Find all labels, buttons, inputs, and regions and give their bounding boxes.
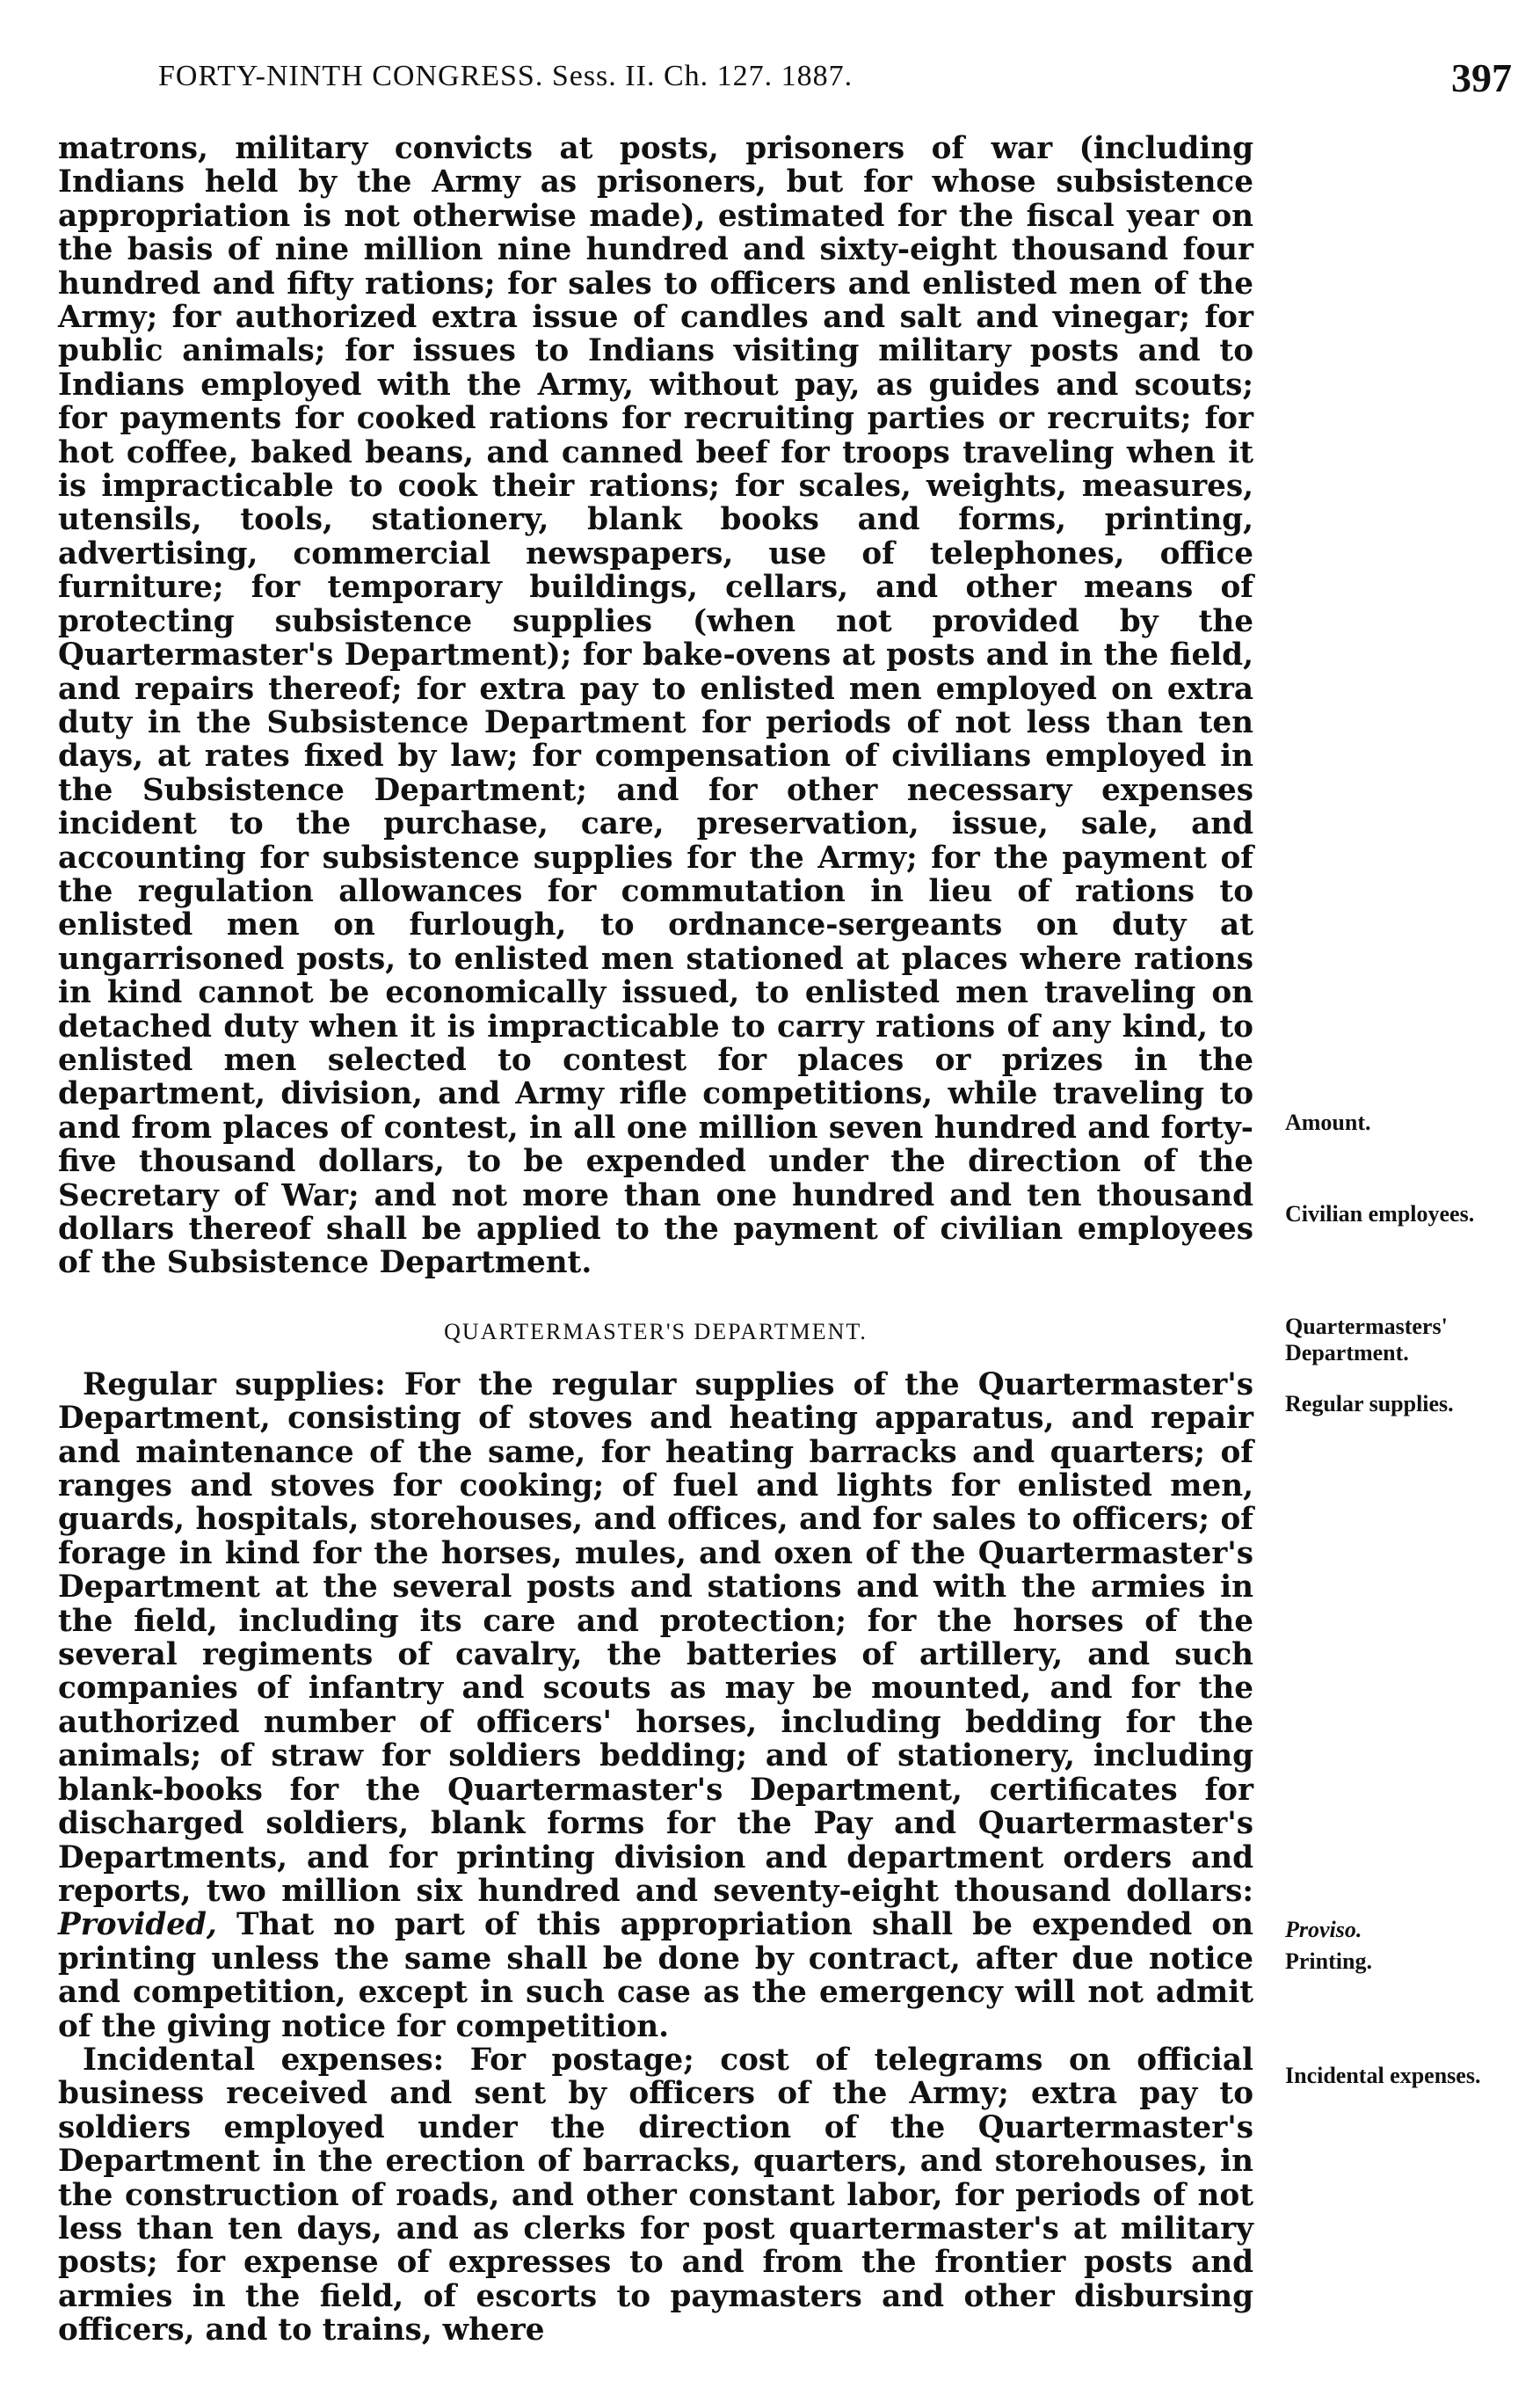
margin-note-regular-supplies: Regular supplies. [1285, 1391, 1454, 1416]
provided-word: Provided, [58, 1907, 217, 1943]
section-heading: QUARTERMASTER'S DEPARTMENT. [444, 1318, 868, 1344]
margin-note-qm-department: Quartermasters' Department. [1285, 1314, 1448, 1365]
running-title: FORTY-NINTH CONGRESS. Sess. II. Ch. 127. 1887. [158, 60, 854, 92]
main-text-column [58, 132, 1253, 2348]
margin-note-proviso: Proviso. [1285, 1917, 1362, 1942]
paragraph-subsistence-continued: matrons, military convicts at posts, prisoners of war (including Indians held by the Army as prisoners, but for whose subsistence appropriation is not otherwise made), estimated for the fiscal year on the basis of nine million nine hundred and sixty-eight thousand four hundred and fifty rations; for sales to officers and enlisted men of the Army; for authorized extra issue of candles and salt and vinegar; for public animals; for issues to Indians visiting military posts and to Indians employed with the Army, without pay, as guides and scouts; for payments for cooked rations for recruiting parties or recruits; for hot coffee, baked beans, and canned beef for troops traveling when it is impracticable to cook their rations; for scales, weights, measures, utensils, tools, stationery, blank books and forms, printing, advertising, commercial newspapers, use of telephones, office furniture; for temporary buildings, cellars, and other means of protecting subsistence supplies (when not provided by the Quartermaster's Department); for bake-ovens at posts and in the field, and repairs thereof; for extra pay to enlisted men employed on extra duty in the Subsistence Department for periods of not less than ten days, at rates fixed by law; for compensation of civilians employed in the Subsistence Department; and for other necessary expenses incident to the purchase, care, preservation, issue, sale, and accounting for subsistence supplies for the Army; for the payment of the regulation allowances for commutation in lieu of rations to enlisted men on furlough, to ordnance-sergeants on duty at ungarrisoned posts, to enlisted men stationed at places where rations in kind cannot be economically issued, to enlisted men traveling on detached duty when it is impracticable to carry rations of any kind, to enlisted men selected to contest for places or prizes in the department, division, and Army rifle competitions, while traveling to and from places of contest, in all one million seven hundred and forty-five thousand dollars, to be expended under the direction of the Secretary of War; and not more than one hundred and ten thousand dollars thereof shall be applied to the payment of civilian employees of the Subsistence Department. [58, 131, 1253, 1281]
margin-note-printing: Printing. [1285, 1948, 1372, 1974]
margin-note-civilian-employees: Civilian employees. [1285, 1201, 1475, 1227]
paragraph-regular-supplies [58, 1368, 1253, 2043]
proviso-text: That no part of this appropriation shall be expended on printing unless the same shall be done by contract, after due notice and competition, except in such case as the emergency will not admit of the giving notice for competition. [58, 1907, 1253, 2044]
margin-note-incidental-expenses: Incidental expenses. [1285, 2063, 1481, 2088]
page-number: 397 [1451, 55, 1512, 100]
paragraph-incidental-expenses: Incidental expenses: For postage; cost of telegrams on official business received and sent by officers of the Army; extra pay to soldiers employed under the direction of the Quartermaster's Department in the erection of barracks, quarters, and storehouses, in the construction of roads, and other constant labor, for periods of not less than ten days, and as clerks for post quartermaster's at military posts; for expense of expresses to and from the frontier posts and armies in the field, of escorts to paymasters and other disbursing officers, and to trains, where [58, 2042, 1253, 2348]
margin-note-amount: Amount. [1285, 1110, 1371, 1135]
running-header [158, 55, 1512, 113]
regular-supplies-text: Regular supplies: For the regular supplies of the Quartermaster's Department, consisting of stoves and heating apparatus, and repair and maintenance of the same, for heating barracks and quarters; of ranges and stoves for cooking; of fuel and lights for enlisted men, guards, hospitals, storehouses, and offices, and for sales to officers; of forage in kind for the horses, mules, and oxen of the Quartermaster's Department at the several posts and stations and with the armies in the field, including its care and protection; for the horses of the several regiments of cavalry, the batteries of artillery, and such companies of infantry and scouts as may be mounted, and for the authorized number of officers' horses, including bedding for the animals; of straw for soldiers bedding; and of stationery, including blank-books for the Quartermaster's Department, certificates for discharged soldiers, blank forms for the Pay and Quartermaster's Departments, and for printing division and department orders and reports, two million six hundred and seventy-eight thousand dollars: [58, 1366, 1253, 1909]
